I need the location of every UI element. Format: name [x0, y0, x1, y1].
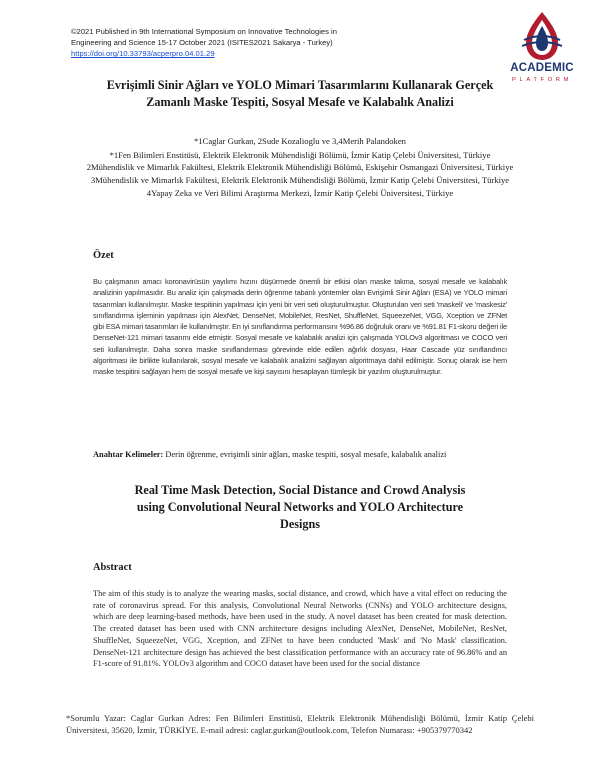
logo-subtitle: PLATFORM	[512, 77, 572, 83]
ozet-heading: Özet	[93, 250, 114, 261]
logo-emblem-icon	[518, 10, 566, 62]
affiliations	[70, 149, 530, 199]
keywords-text: Derin öğrenme, evrişimli sinir ağları, maske tespiti, sosyal mesafe, kalabalık analizi	[163, 450, 447, 459]
affiliation-2: 2Mühendislik ve Mimarlık Fakültesi, Elektrik Elektronik Mühendisliği Bölümü, Eskişehir Osmangazi Üniversitesi, Türkiye	[86, 162, 514, 172]
publication-line-1: ©2021 Published in 9th International Symposium on Innovative Technologies in	[71, 27, 337, 36]
ozet-paragraph: Bu çalışmanın amacı koronavirüsün yayılımı hızını düşürmede önemli bir etkisi olan maske takma, sosyal mesafe ve kalabalık analizinin yapılmasıdır. Bu analiz için çalışmada derin öğrenme tabanlı yöntemler olan Evrişimli Sinir Ağları (ESA) ve YOLO mimari tasarımları kullanılmıştır. Maske tespitinin yapılması için yeni bir veri seti oluşturulmuştur. Oluşturulan veri seti 'maskeli' ve 'maskesiz' sınıflandırma işleminin yapılması için AlexNet, DenseNet, MobileNet, ResNet, ShuffleNet, SqueezeNet, VGG, Xception ve ZFNet gibi ESA mimari tasarımları ile kullanılmıştır. En iyi sınıflandırma performansını %96.86 doğruluk oranı ve %91.81 F1-skoru değeri ile DenseNet-121 mimari tasarımı elde etmiştir. Sosyal mesafe ve kalabalık analizi için çalışmada YOLOv3 algoritması ve COCO veri seti kullanılmıştır. Daha sonra maske sınıflandırması görevinde elde edilen ağırlık dosyası, Haar Cascade yüz sınıflandırıcı algoritması ile birlikte kullanılarak, sosyal mesafe ve kalabalık analizini sağlayan algoritmaya dahil edilmiştir. Sonuç olarak ise hem maske tespitini sağlayan hem de sosyal mesafe ve kişi sayısını hesaplayan tümleşik bir yazılım oluşturulmuştur.	[93, 277, 507, 377]
logo-name: ACADEMIC	[510, 62, 574, 74]
keywords	[93, 449, 507, 461]
english-title-line-1: Real Time Mask Detection, Social Distance and Crowd Analysis	[134, 483, 466, 497]
publication-line-2: Engineering and Science 15-17 October 2021 (ISITES2021 Sakarya - Turkey)	[71, 38, 333, 48]
turkish-title	[80, 77, 520, 111]
turkish-title-line-1: Evrişimli Sinir Ağları ve YOLO Mimari Tasarımlarını Kullanarak Gerçek	[106, 78, 494, 92]
affiliation-4: 4Yapay Zeka ve Veri Bilimi Araştırma Merkezi, İzmir Katip Çelebi Üniversitesi, Türkiye	[146, 188, 454, 198]
english-title-line-3: Designs	[280, 517, 320, 531]
corresponding-author-footnote: *Sorumlu Yazar: Caglar Gurkan Adres: Fen Bilimleri Enstitüsü, Elektrik Elektronik Mühendisliği Bölümü, İzmir Katip Çelebi Üniversitesi, 35620, İzmir, TÜRKİYE. E-mail adresi: caglar.gurkan@outlook.com, Telefon Numarası: +905379770342	[66, 713, 534, 735]
abstract-paragraph: The aim of this study is to analyze the wearing masks, social distance, and crowd, which have a vital effect on reducing the rate of coronavirus spread. For this analysis, Convolutional Neural Networks (CNNs) and YOLO architecture designs, which are deep learning-based methods, have been used in the study. A novel dataset has been created for mask detection. The created dataset has been used with CNN architecture designs including AlexNet, DenseNet, MobileNet, ResNet, ShuffleNet, SqueezeNet, VGG, Xception, and ZFNet to have been conducted 'Mask' and 'No Mask' classification. DenseNet-121 architecture design has achieved the best classification performance with an accuracy rate of 96.86% and an F1-score of 91.81%. YOLOv3 algorithm and COCO dataset have been used for the social distance	[93, 589, 507, 669]
english-title	[90, 482, 510, 533]
affiliation-1: *1Fen Bilimleri Enstitüsü, Elektrik Elektronik Mühendisliği Bölümü, İzmir Katip Çelebi Üniversitesi, Türkiye	[109, 150, 491, 160]
publication-info	[71, 26, 471, 60]
english-title-line-2: using Convolutional Neural Networks and YOLO Architecture	[136, 500, 464, 514]
author-list: *1Caglar Gurkan, 2Sude Kozalioglu ve 3,4Merih Palandoken	[194, 136, 406, 146]
keywords-label: Anahtar Kelimeler:	[93, 450, 164, 459]
turkish-title-line-2: Zamanlı Maske Tespiti, Sosyal Mesafe ve Kalabalık Analizi	[146, 95, 454, 109]
affiliation-3: 3Mühendislik ve Mimarlık Fakültesi, Elektrik Elektronik Mühendisliği Bölümü, İzmir Katip Çelebi Üniversitesi, Türkiye	[90, 175, 510, 185]
doi-link[interactable]: https://doi.org/10.33793/acperpro.04.01.29	[71, 49, 215, 59]
abstract-heading: Abstract	[93, 562, 132, 573]
